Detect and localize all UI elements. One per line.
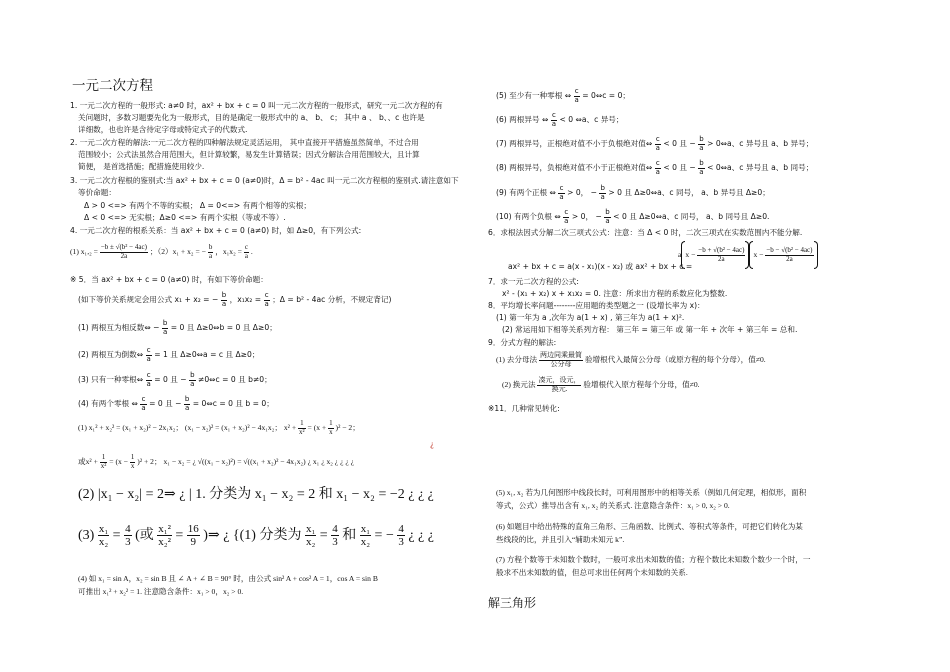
equiv-5: (5) 至少有一种零根 ⇔ $\frac{c}{a}$ = 0⇔c = 0； [496,87,631,104]
fraction: $\frac{\text{凑元，设元，}}{\text{换元.}}$ [538,376,581,393]
equiv-4: (4) 有两个零根 ⇔ $\frac{c}{a}$ = 0 且 − $\frac{b}{a}$ = 0⇔c = 0 且 b = 0； [78,395,274,412]
equiv-1: (1) 两根互为相反数⇔ − $\frac{b}{a}$ = 0 且 Δ≥0⇔b = 0 且 Δ≥0； [78,319,277,336]
section-8-item-1: (1) 第一年为 a ,次年为 a(1 + x) , 第三年为 a(1 + x)². [496,313,685,322]
fraction: $\frac{\text{−b ± √(b² − 4ac)}}{2a}$ [100,243,147,260]
fraction: $\frac{1}{x}$ [329,419,333,436]
para-1-line-1: 1. 一元二次方程的一般形式: a≠0 时，ax² + bx + c = 0 叫一元二次方程的一般形式，研究一元二次方程的有 [70,101,443,110]
para-3-line-3: Δ > 0 <=> 有两个不等的实根； Δ = 0<=> 有两个相等的实根； [84,201,311,210]
section-9-method-1: (1) 去分母法 $\frac{\text{两边同乘最简}}{\text{公分母}}$ 验增根代入最简公分母（或原方程的每个分母），值≠0. [496,351,766,368]
fraction: $\frac{1}{\text{x²}}$ [299,419,305,436]
section-11: ※11．几种常见转化: [488,404,560,413]
fraction: $\frac{c}{a}$ [564,208,569,225]
section-9: 9．分式方程的解法: [488,338,557,347]
section-7: 7．求一元二次方程的公式: [488,277,579,286]
fraction: $\frac{c}{a}$ [574,87,579,104]
para-3-line-1: 3. 一元二次方程根的鉴别式:当 ax² + bx + c = 0 (a≠0)时，Δ = b² - 4ac 叫一元二次方程根的鉴别式.请注意如下 [70,176,459,185]
fraction: $\frac{c}{a}$ [141,395,146,412]
fraction: $\frac{\text{x₁}}{\text{x₂}}$ [305,523,316,549]
para-2-line-3: 简便， 是首选措施；配措施使用较少. [78,162,205,171]
fraction: $\frac{4}{3}$ [332,523,338,549]
fraction: $\frac{\text{−b + √(b² − 4ac)}}{2a}$ [698,245,745,263]
section-6-line: ax² + bx + c = a(x - x₁)(x - x₂) 或 ax² + bx + c = [508,262,693,271]
fraction: $\frac{b}{a}$ [600,184,605,201]
fraction: $\frac{b}{a}$ [699,135,704,152]
fraction: $\frac{b}{a}$ [184,395,190,412]
fraction: $\frac{c}{a}$ [559,184,564,201]
fraction: $\frac{c}{a}$ [146,371,151,388]
equiv-10: (10) 有两个负根 ⇔ $\frac{c}{a}$ > 0， − $\frac{b}{a}$ < 0 且 Δ≥0⇔a、c 同号， a、b 同号且 Δ≥0. [496,208,770,225]
fraction: $\frac{\text{−b − √(b² − 4ac)}}{2a}$ [766,245,813,263]
section-title-triangle: 解三角形 [488,596,537,610]
para-4: 4. 一元二次方程的根系关系：当 ax² + bx + c = 0 (a≠0) 时，如 Δ≥0，有下列公式: [70,226,362,235]
fraction: $\frac{b}{a}$ [208,243,213,260]
equiv-3: (3) 只有一种零根⇔ $\frac{c}{a}$ = 0 且 − $\frac{b}{a}$ ≠0⇔c = 0 且 b≠0； [78,371,272,388]
placeholder-glyph: ¿ [430,440,435,449]
tip-5-line-1: (5) x₁, x₂ 若为几何图形中线段长时，可利用图形中的相等关系（例如几何定理，相似形，面积 [496,488,807,497]
conversion-1: (1) x₁² + x₂² = (x₁ + x₂)² − 2x₁x₂； (x₁ − x₂)² = (x₁ + x₂)² − 4x₁x₂； x² + $\frac{1}{\text{x²}}$ = (x + $\frac{1}{x}$ )² − 2； [78,419,360,436]
para-3-line-2: 等价命题： [78,188,116,197]
fraction: $\frac{16}{9}$ [187,523,199,549]
fraction: $\frac{b}{a}$ [221,291,227,308]
tip-6-line-2: 些线段的比，并且引入“辅助未知元 k”. [496,535,625,544]
equiv-8: (8) 两根异号，负根绝对值不小于正根绝对值⇔ $\frac{c}{a}$ < 0 且 − $\frac{b}{a}$ < 0⇔a、c 异号且 a、b 同号； [496,159,814,176]
formula-roots-label: (1) x₁,₂ = [70,246,98,256]
fraction: $\frac{c}{a}$ [264,291,269,308]
para-1-line-2: 关问题时，多数习题要先化为一般形式，目的是确定一般形式中的 a、 b、 c； 其中 a 、 b、、c 也许是 [78,113,425,122]
fraction: $\frac{c}{a}$ [146,346,151,363]
section-8-item-2: (2) 常运用如下相等关系列方程： 第三年 = 第三年 或 第一年 + 次年 + 第三年 = 总和. [502,325,798,334]
fraction: $\frac{b}{a}$ [162,319,168,336]
fraction: $\frac{\text{两边同乘最简}}{\text{公分母}}$ [540,351,583,368]
section-6: 6．求根法因式分解二次三项式公式：注意：当 Δ < 0 时，二次三项式在实数范围内不能分解. [488,228,803,237]
equiv-2: (2) 两根互为倒数⇔ $\frac{c}{a}$ = 1 且 Δ≥0⇔a = c 且 Δ≥0； [78,346,260,363]
conversion-4-line-2: 可推出 x₁² + x₂² = 1. 注意隐含条件：x₁ > 0，x₂ > 0. [78,587,244,596]
fraction: $\frac{\text{x₁²}}{\text{x₂²}}$ [158,523,171,549]
fraction: $\frac{4}{3}$ [125,523,131,549]
para-1-line-3: 详细数，也也许是含待定字母或特定式子的代数式. [78,125,248,134]
fraction: $\frac{\text{x₁}}{\text{x₂}}$ [360,523,371,549]
tip-5-line-2: 等式，公式）推导出含有 x₁, x₂ 的关系式. 注意隐含条件：x₁ > 0, x₂ > 0. [496,501,730,510]
fraction: $\frac{c}{a}$ [551,111,557,128]
section-9-method-2: (2) 换元法 $\frac{\text{凑元，设元，}}{\text{换元.}}$ 验增根代入原方程每个分母，值≠0. [502,376,700,393]
fraction: $\frac{c}{a}$ [244,243,248,260]
fraction: $\frac{4}{3}$ [398,523,404,549]
fraction: $\frac{c}{a}$ [655,135,660,152]
equiv-9: (9) 有两个正根 ⇔ $\frac{c}{a}$ > 0， − $\frac{b}{a}$ > 0 且 Δ≥0⇔a、c 同号， a、b 异号且 Δ≥0； [496,184,770,201]
equiv-7: (7) 两根异号，正根绝对值不小于负根绝对值⇔ $\frac{c}{a}$ < 0 且 − $\frac{b}{a}$ > 0⇔a、c 异号且 a、b 异号； [496,135,814,152]
para-2-line-1: 2. 一元二次方程的解法:一元二次方程的四种解法规定灵活运用， 其中直接开平措施虽然简单，不过合用 [70,138,419,147]
section-8: 8．平均增长率问题--------应用题的类型题之一 (设增长率为 x)： [488,301,705,310]
fraction: $\frac{b}{a}$ [605,208,610,225]
para-2-line-2: 范围较小；公式法虽然合用范围大，但计算较繁，易发生计算错误；因式分解法合用范围较大，且计算 [78,150,420,159]
fraction: $\frac{b}{a}$ [699,159,704,176]
section-title: 一元二次方程 [72,78,153,94]
para-3-line-4: Δ < 0 <=> 无实根；Δ≥0 <=> 有两个实根（等或不等）. [84,213,286,222]
equiv-6: (6) 两根异号 ⇔ $\frac{c}{a}$ < 0 ⇔a、c 异号； [496,111,624,128]
conversion-3: (3) $\frac{\text{x₁}}{\text{x₂}}$ = $\frac{4}{3}$ (或 $\frac{\text{x₁²}}{\text{x₂²}}$ = $\frac{16}{9}$ )⇒ ¿ {(1) 分类为 $\frac{\text{x₁}}{\text{x₂}}$ = $\frac{4}{3}$ 和 $\frac{\text{x₁}}{\text{x₂}}$ = − $\frac{4}{3}$ ¿ ¿ ¿ [78,523,434,549]
paren-right [814,241,818,269]
conversion-4-line-1: (4) 如 x₁ = sin A，x₂ = sin B 且 ∠ A + ∠ B = 90° 时，由公式 sin² A + cos² A = 1，cos A = sin B [78,574,378,583]
conversion-1b: 或x² + $\frac{1}{\text{x²}}$ = (x − $\frac{1}{x}$ )² + 2； x₁ − x₂ = ¿ √((x₁ − x₂)²) = √((x₁ + x₂)² − 4x₁x₂) ¿ x₁ ¿ x₂ ¿ ¿ ¿ ¿ [78,453,354,470]
fraction: $\frac{c}{a}$ [655,159,660,176]
section-7-formula: x² - (x₁ + x₂) x + x₁x₂ = 0. 注意：所求出方程的系数应化为整数. [502,289,728,298]
fraction: $\frac{1}{\text{x²}}$ [100,453,107,470]
fraction: $\frac{1}{x}$ [130,453,135,470]
para-5: ※ 5．当 ax² + bx + c = 0 (a≠0) 时，有如下等价命题： [70,275,268,284]
conversion-2: (2) |x₁ − x₂| = 2⇒ ¿ | 1. 分类为 x₁ − x₂ = 2 和 x₁ − x₂ = −2 ¿ ¿ ¿ [78,487,434,502]
fraction: $\frac{b}{a}$ [190,371,195,388]
para-5-note: (如下等价关系规定会用公式 x₁ + x₂ = − $\frac{b}{a}$ ，x₁x₂ = $\frac{c}{a}$ ；Δ = b² - 4ac 分析，不规定背记) [78,291,392,308]
tip-6-line-1: (6) 如题目中给出特殊的直角三角形、三角函数、比例式、等积式等条件，可把它们转化为某 [496,522,803,531]
fraction: $\frac{\text{x₁}}{\text{x₂}}$ [98,523,109,549]
formula-roots: (1) x₁,₂ = $\frac{\text{−b ± √(b² − 4ac)}}{2a}$ ；（2）x₁ + x₂ = − $\frac{b}{a}$ ，x₁x₂ = $\frac{c}{a}$ . [70,243,253,260]
tip-7-line-2: 般求不出未知数的值，但总可求出任何两个未知数的关系. [496,568,688,577]
tip-7-line-1: (7) 方程个数等于未知数个数时，一般可求出未知数的值；方程个数比未知数个数少一个时，一 [496,555,811,564]
factor-formula: a x − $\frac{\text{−b + √(b² − 4ac)}}{2a}$ x − $\frac{\text{−b − √(b² − 4ac)}}{2a}$ [678,241,818,269]
